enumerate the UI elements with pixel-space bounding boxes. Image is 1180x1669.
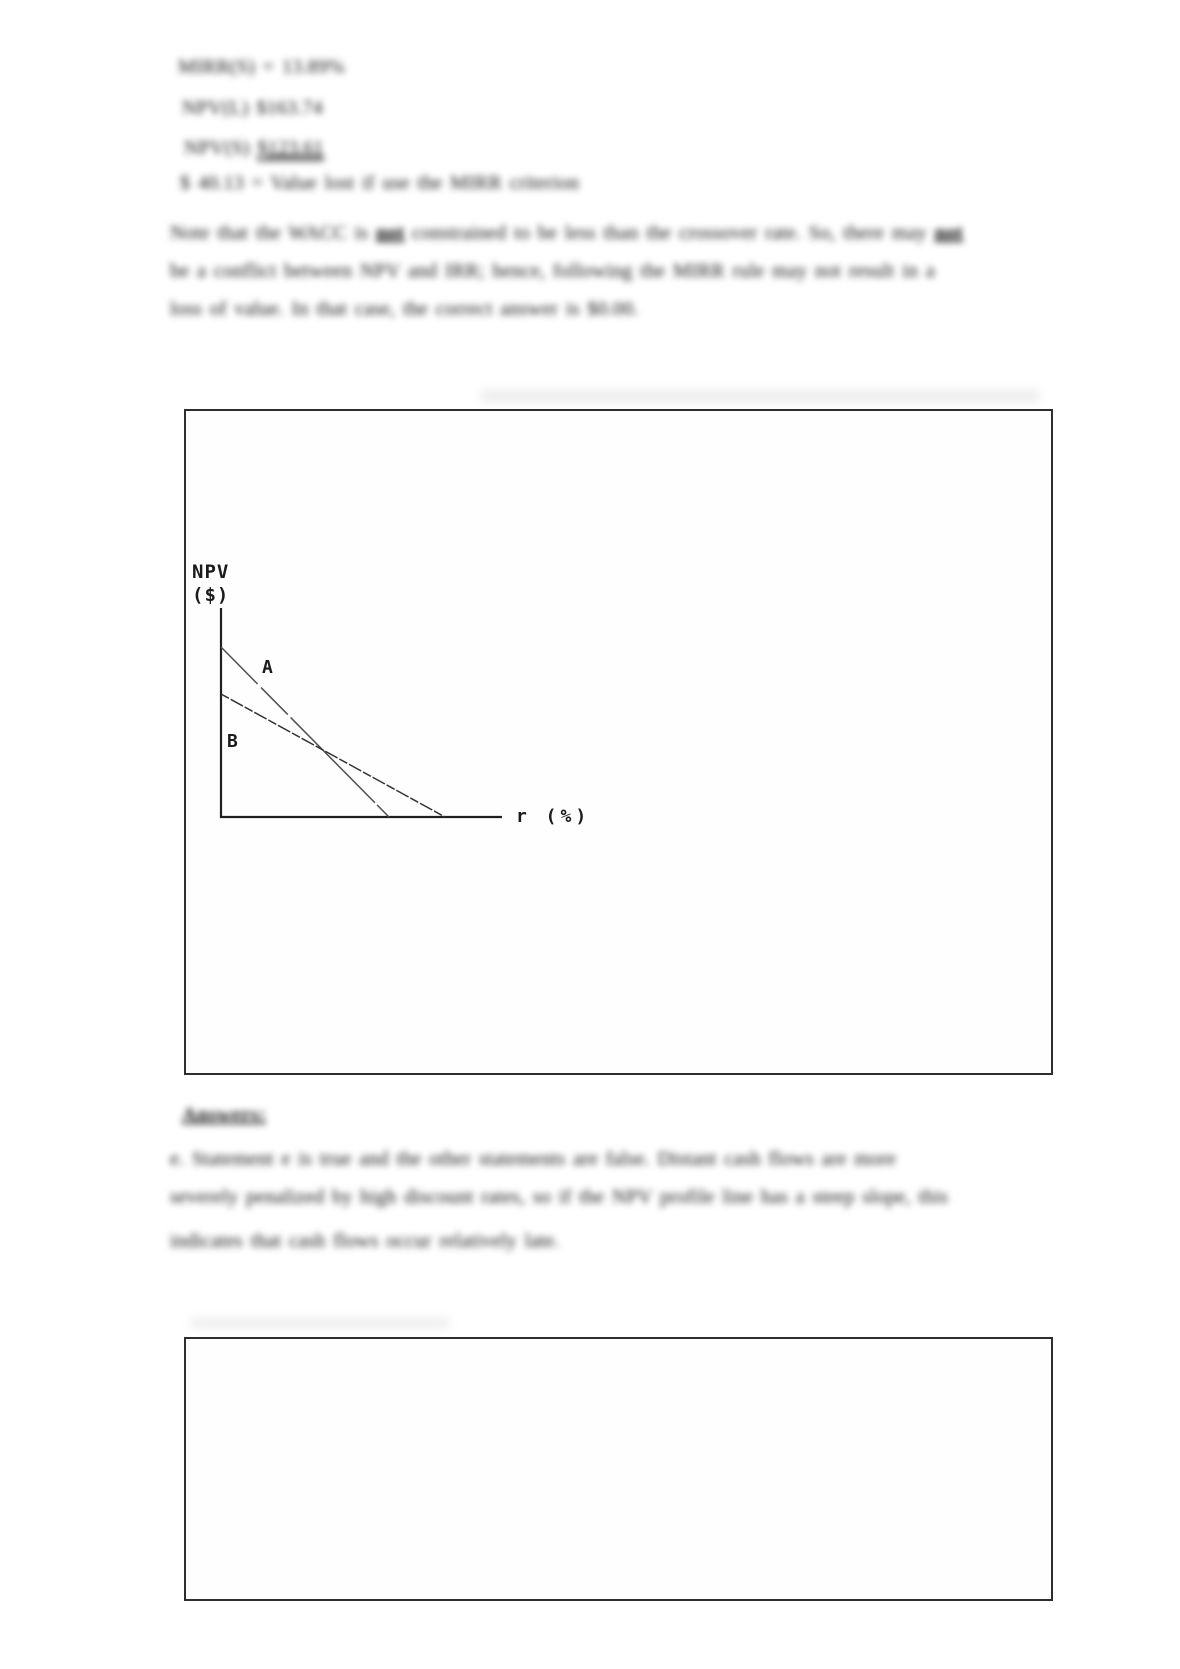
empty-figure-frame [184,1337,1053,1601]
series-a-label: A [262,657,273,678]
answers-heading-text: Answers: [182,1104,266,1126]
npv-profile-line-a [221,647,389,817]
note-paragraph-line-1 [170,222,963,245]
solution-line-npv-l: NPV(L) $163.74 [182,97,323,119]
answer-paragraph-line-1: e. Statement e is true and the other statements are false. Distant cash flows are more [170,1148,897,1170]
note-seg-1: Note that the WACC is [170,222,376,244]
y-axis-label-npv: NPV [192,561,230,583]
note-paragraph-line-3: loss of value. In that case, the correct answer is $0.00. [170,298,639,320]
npv-profile-chart [186,411,1051,1073]
y-axis-label-dollars: ($) [192,584,230,606]
x-axis-label-r-percent: r (%) [516,806,591,827]
npv-profile-line-b [221,694,445,817]
npv-s-underlined-value: $123.61 [257,137,324,159]
npv-s-prefix: NPV(S) [184,137,250,159]
chart-axes [221,608,502,817]
note-not-2: not [934,222,963,244]
answer-paragraph-line-3: indicates that cash flows occur relatively late. [170,1230,560,1252]
note-not-1: not [375,222,405,244]
solution-line-value-lost: $ 40.13 = Value lost if use the MIRR criterion [180,172,580,194]
scan-smudge-artifact [480,390,1040,402]
npv-profile-figure-frame [184,409,1053,1075]
note-seg-2: constrained to be less than the crossover rate. So, there may [404,222,935,244]
answers-heading [182,1104,266,1127]
note-paragraph-line-2: be a conflict between NPV and IRR; hence, following the MIRR rule may not result in a [170,260,935,282]
solution-line-mirr: MIRR(S) = 13.89% [178,56,345,78]
solution-line-npv-s [184,137,324,160]
scan-smudge-artifact-2 [190,1318,450,1328]
answer-paragraph-line-2: severely penalized by high discount rates, so if the NPV profile line has a steep slope, this [170,1186,949,1208]
series-b-label: B [227,731,238,752]
